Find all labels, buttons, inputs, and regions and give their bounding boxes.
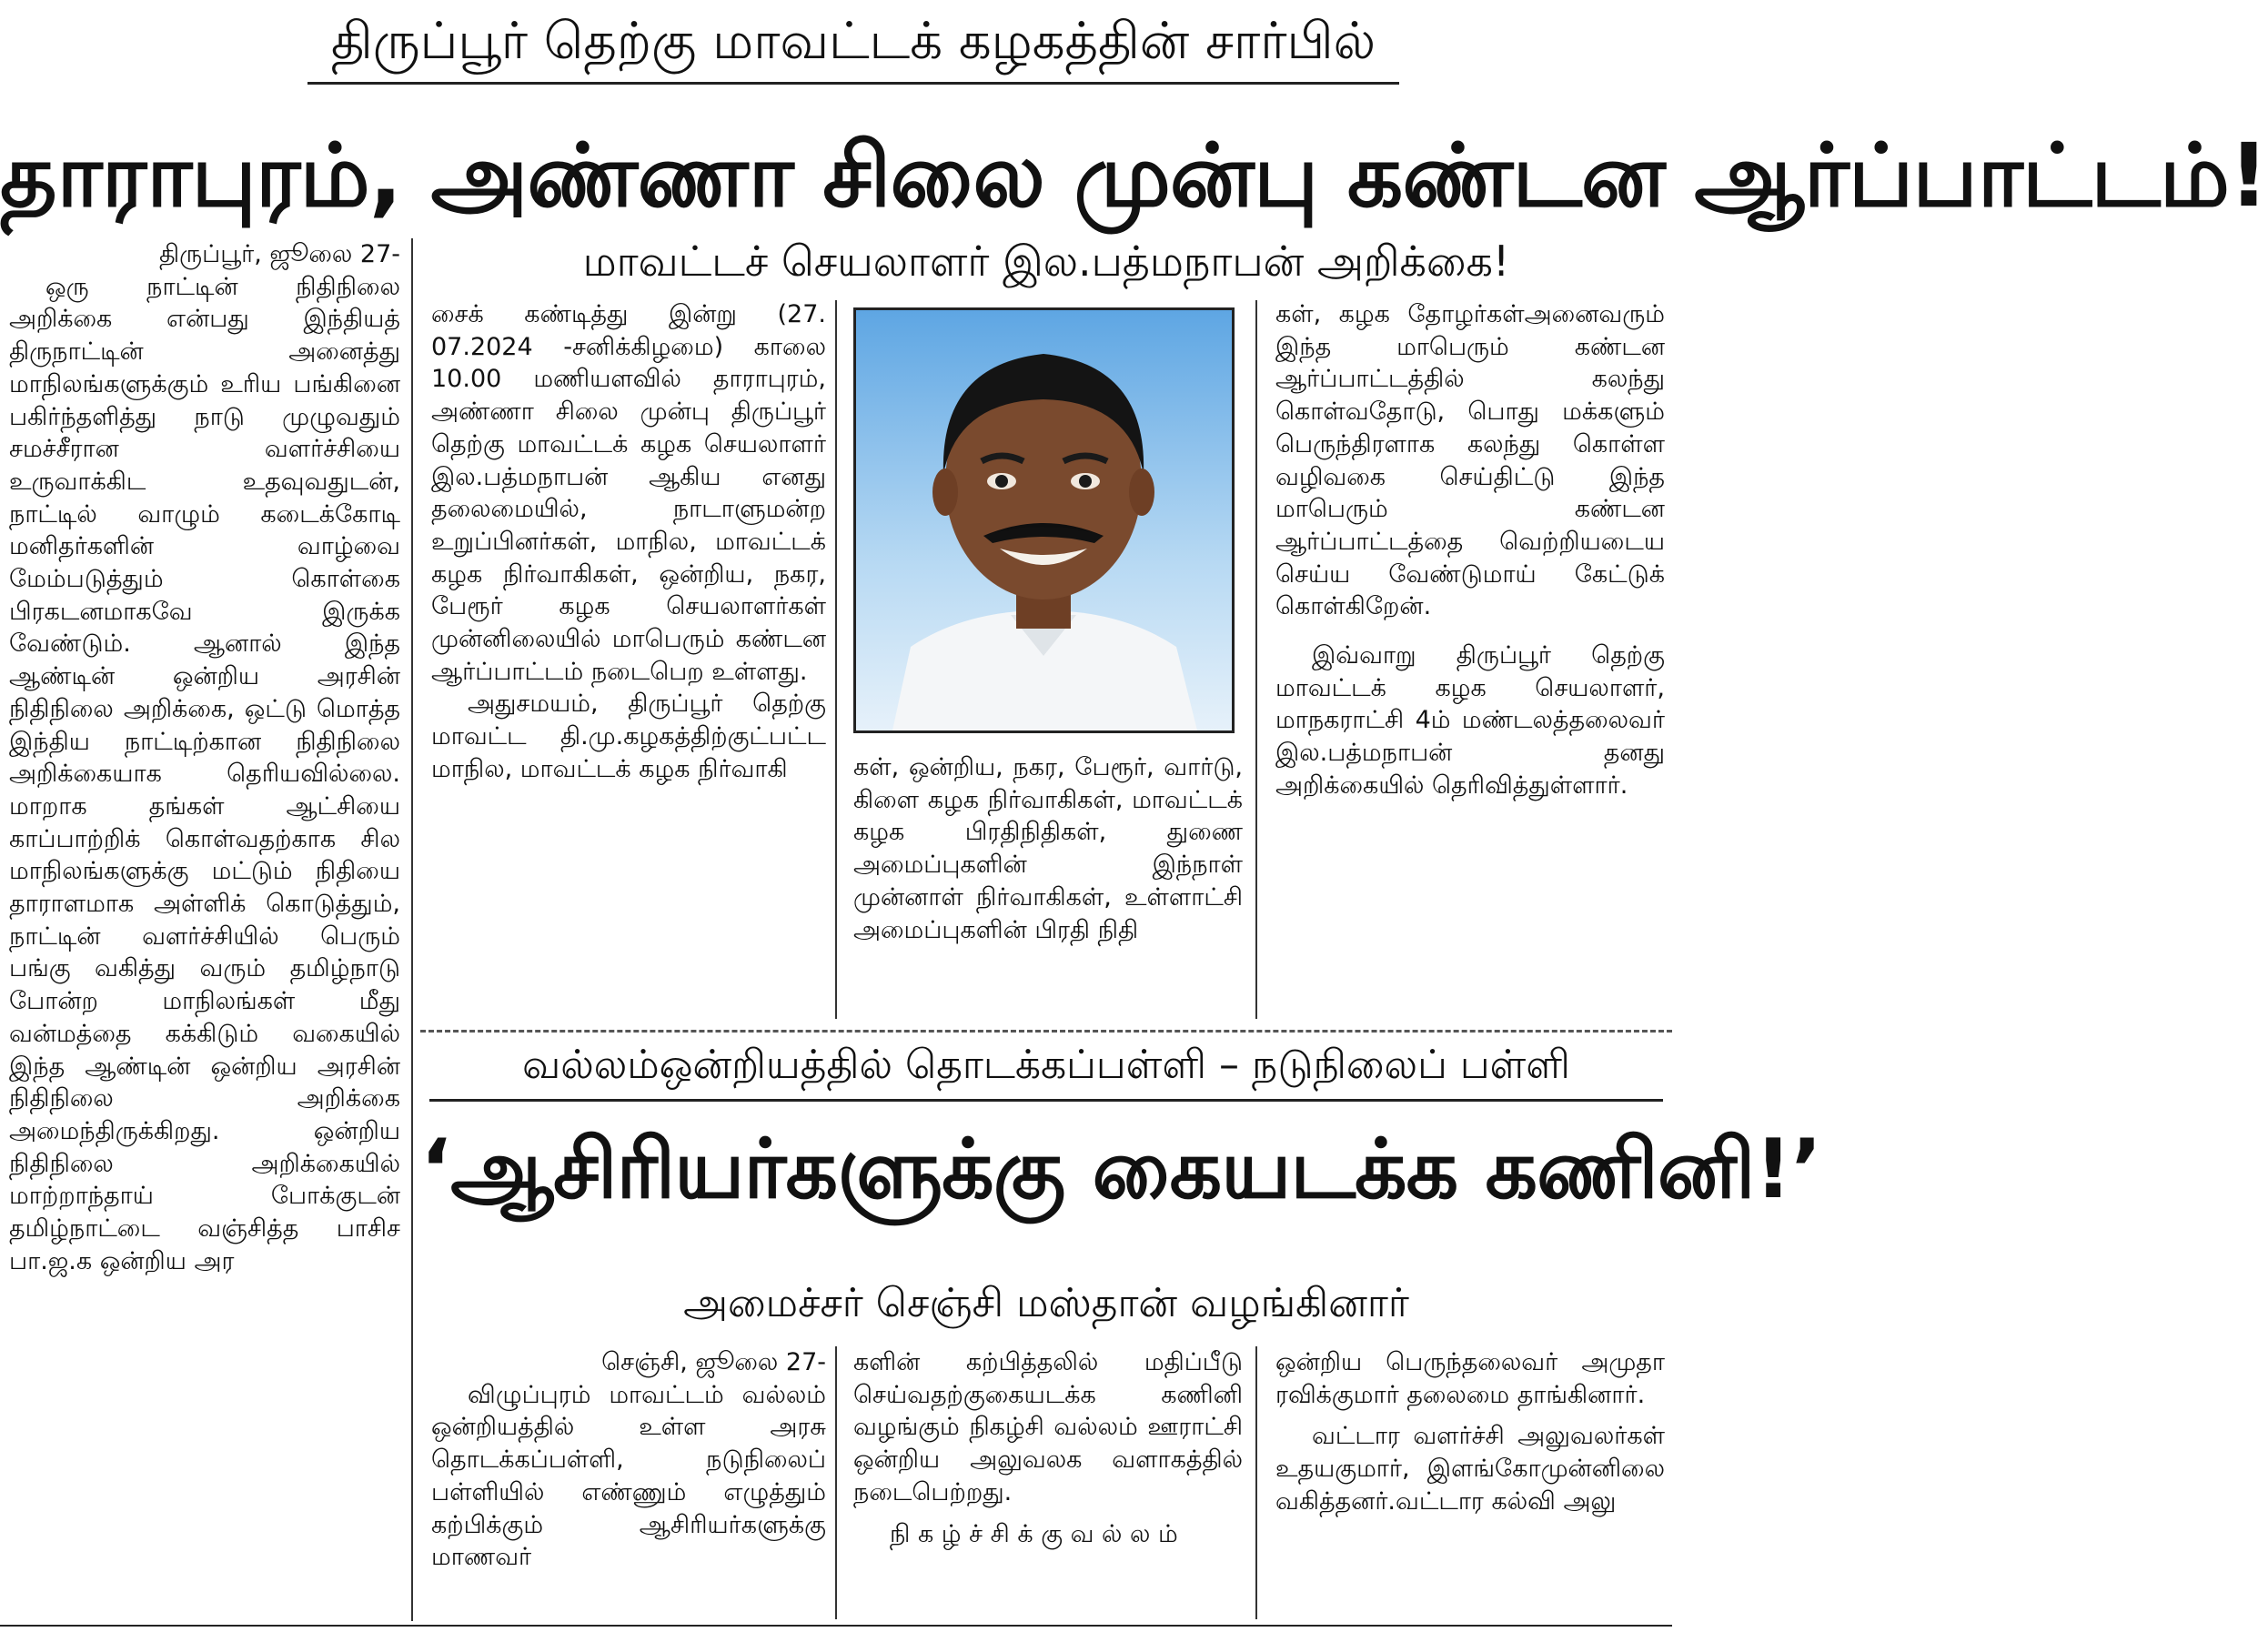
top-story-dateline: திருப்பூர், ஜூலை 27- (159, 240, 400, 268)
second-story-dateline: செஞ்சி, ஜூலை 27- (601, 1348, 826, 1376)
top-story-column-2 (431, 298, 826, 1013)
top-story-subheadline: மாவட்டச் செயலாளர் இல.பத்மநாபன் அறிக்கை! (582, 237, 1510, 286)
top-story-paragraph: கள், ஒன்றிய, நகர, பேரூர், வார்டு, கிளை கழக நிர்வாகிகள், மாவட்டக் கழக பிரதிநிதிகள், துணை அமைப்புகளின் இந்நாள் முன்னாள் நிர்வாகிகள், உள்ளாட்சி அமைப்புகளின் பிரதி நிதி (853, 753, 1243, 944)
top-story-paragraph: இவ்வாறு திருப்பூர் தெற்கு மாவட்டக் கழக செயலாளர், மாநகராட்சி 4ம் மண்டலத்தலைவர் இல.பத்மநாபன் தனது அறிக்கையில் தெரிவித்துள்ளார். (1275, 641, 1665, 800)
top-story-column-3 (853, 751, 1243, 1015)
kicker-underline (429, 1099, 1663, 1102)
second-story-paragraph: களின் கற்பித்தலில் மதிப்பீடு செய்வதற்குகையடக்க கணினி வழங்கும் நிகழ்சி வல்லம் ஊராட்சி ஒன்றிய அலுவலக வளாகத்தில் நடைபெற்றது. (853, 1348, 1243, 1506)
second-story-paragraph: விழுப்புரம் மாவட்டம் வல்லம் ஒன்றியத்தில் உள்ள அரசு தொடக்கப்பள்ளி, நடுநிலைப் பள்ளியில் எண்ணும் எழுத்தும் கற்பிக்கும் ஆசிரியர்களுக்கு மாணவர் (431, 1380, 826, 1572)
top-story-kicker: திருப்பூர் தெற்கு மாவட்டக் கழகத்தின் சார்பில் (330, 12, 1376, 71)
top-story-headline: தாராபுரம், அண்ணா சிலை முன்பு கண்டன ஆர்ப்பாட்டம்! (0, 125, 2268, 227)
column-divider (1255, 300, 1257, 1019)
second-story-column-3 (853, 1346, 1243, 1619)
second-story-paragraph: வட்டார வளர்ச்சி அலுவலர்கள் உதயகுமார், இளங்கோமுன்னிலை வகித்தனர்.வட்டார கல்வி அலு (1275, 1422, 1665, 1516)
top-story-paragraph: அதுசமயம், திருப்பூர் தெற்கு மாவட்ட தி.மு.கழகத்திற்குட்பட்ட மாநில, மாவட்டக் கழக நிர்வாகி (431, 690, 826, 783)
top-story-column-4 (1275, 298, 1665, 1017)
bottom-rule (0, 1625, 1672, 1627)
person-portrait-photo (853, 307, 1235, 733)
second-story-subheadline: அமைச்சர் செஞ்சி மஸ்தான் வழங்கினார் (683, 1280, 1409, 1326)
kicker-underline (307, 82, 1399, 85)
top-story-paragraph: கள், கழக தோழர்கள்அனைவரும் இந்த மாபெரும் கண்டன ஆர்ப்பாட்டத்தில் கலந்து கொள்வதோடு, பொது மக்களும் பெருந்திரளாக கலந்து கொள்ள வழிவகை செய்திட்டு இந்த மாபெரும் கண்டன ஆர்ப்பாட்டத்தை வெற்றியடைய செய்ய வேண்டுமாய் கேட்டுக் கொள்கிறேன். (1275, 300, 1665, 621)
top-story-paragraph: சைக் கண்டித்து இன்று (27. 07.2024 -சனிக்கிழமை) காலை 10.00 மணியளவில் தாராபுரம், அண்ணா சிலை முன்பு திருப்பூர் தெற்கு மாவட்டக் கழக செயலாளர் இல.பத்மநாபன் ஆகிய எனது தலைமையில், நாடாளுமன்ற உறுப்பினர்கள், மாநில, மாவட்டக் கழக நிர்வாகிகள், ஒன்றிய, நகர, பேரூர் கழக செயலாளர்கள் முன்னிலையில் மாபெரும் கண்டன ஆர்ப்பாட்டம் நடைபெற உள்ளது. (431, 300, 826, 686)
second-story-headline: ‘ஆசிரியர்களுக்கு கையடக்க கணினி!’ (420, 1122, 1821, 1217)
column-divider (1255, 1346, 1257, 1619)
second-story-kicker: வல்லம்ஒன்றியத்தில் தொடக்கப்பள்ளி – நடுநிலைப் பள்ளி (522, 1042, 1570, 1088)
top-story-column-1 (9, 238, 400, 1621)
story-separator (420, 1030, 1672, 1033)
second-story-column-4 (1275, 1346, 1665, 1619)
column-divider (835, 1346, 837, 1619)
second-story-paragraph: ஒன்றிய பெருந்தலைவர் அமுதா ரவிக்குமார் தலைமை தாங்கினார். (1275, 1348, 1665, 1409)
column-divider (835, 300, 837, 1019)
portrait-illustration (856, 310, 1232, 730)
second-story-paragraph: நி க ழ் ச் சி க் கு வ ல் ல ம் (890, 1519, 1178, 1548)
column-divider (411, 238, 413, 1621)
top-story-paragraph: ஒரு நாட்டின் நிதிநிலை அறிக்கை என்பது இந்தியத் திருநாட்டின் அனைத்து மாநிலங்களுக்கும் உரிய பங்கினை பகிர்ந்தளித்து நாடு முழுவதும் சமச்சீரான வளர்ச்சியை உருவாக்கிட உதவுவதுடன், நாட்டில் வாழும் கடைக்கோடி மனிதர்களின் வாழ்வை மேம்படுத்தும் கொள்கை பிரகடனமாகவே இருக்க வேண்டும். ஆனால் இந்த ஆண்டின் ஒன்றிய அரசின் நிதிநிலை அறிக்கை, ஒட்டு மொத்த இந்திய நாட்டிற்கான நிதிநிலை அறிக்கையாக தெரியவில்லை. மாறாக தங்கள் ஆட்சியை காப்பாற்றிக் கொள்வதற்காக சில மாநிலங்களுக்கு மட்டும் நிதியை தாராளமாக அள்ளிக் கொடுத்தும், நாட்டின் வளர்ச்சியில் பெரும் பங்கு வகித்து வரும் தமிழ்நாடு போன்ற மாநிலங்கள் மீது வன்மத்தை கக்கிடும் வகையில் இந்த ஆண்டின் ஒன்றிய அரசின் நிதிநிலை அறிக்கை அமைந்திருக்கிறது. ஒன்றிய நிதிநிலை அறிக்கையில் மாற்றாந்தாய் போக்குடன் தமிழ்நாட்டை வஞ்சித்த பாசிச பா.ஜ.க ஒன்றிய அர (9, 272, 400, 1275)
second-story-column-2 (431, 1346, 826, 1619)
